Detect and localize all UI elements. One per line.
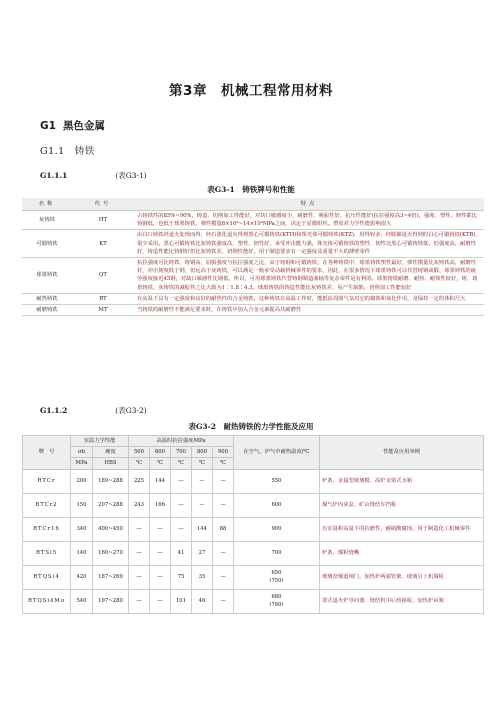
- section-number: G1: [40, 120, 56, 132]
- hardness-cell: 187~269: [93, 565, 129, 589]
- max-temp-value: 650: [271, 569, 282, 576]
- temp-800-cell: 27: [192, 541, 213, 565]
- table2-header-temp-unit: ℃: [213, 458, 234, 469]
- temp-800-cell: 144: [192, 517, 213, 541]
- temp-600-cell: 166: [150, 493, 171, 517]
- grade-cell: RTCr: [23, 469, 71, 493]
- block2-ref: (表G3-2): [115, 406, 147, 415]
- tensile-cell: 540: [71, 589, 93, 613]
- max-temp-cell: 600: [234, 493, 320, 517]
- table2-header-room: 室温力学性能: [71, 436, 129, 447]
- hardness-cell: 207~288: [93, 493, 129, 517]
- use-cell: 炉条、煤粉烧嘴: [320, 541, 484, 565]
- grade-cell: RTQSi4Mo: [23, 589, 71, 613]
- hardness-cell: 197~280: [93, 589, 129, 613]
- table2-header-temp-unit: ℃: [192, 458, 213, 469]
- table2: [22, 435, 484, 614]
- temp-500-cell: —: [129, 517, 150, 541]
- table-row: [23, 589, 484, 613]
- temp-900-cell: —: [213, 469, 234, 493]
- max-temp-alt: (750): [269, 578, 284, 585]
- tensile-cell: 340: [71, 517, 93, 541]
- table2-header-tensile-unit: MPa: [71, 458, 93, 469]
- chapter-title: 第3章 机械工程常用材料: [169, 83, 333, 99]
- max-temp-alt: (760): [269, 602, 284, 609]
- temp-700-cell: —: [171, 493, 192, 517]
- temp-700-cell: 41: [171, 541, 192, 565]
- block2-heading: [40, 405, 147, 416]
- temp-700-cell: —: [171, 469, 192, 493]
- table2-header-grade: 牌 号: [23, 436, 71, 470]
- use-cell: 玻璃窑烟道闸门、加热炉两端管架、玻璃引上机墙板: [320, 565, 484, 589]
- iron-code: MT: [72, 305, 134, 316]
- table2-caption: 表G3-2 耐热铸铁的力学性能及应用: [188, 422, 314, 431]
- temp-600-cell: —: [150, 565, 171, 589]
- temp-600-cell: —: [150, 517, 171, 541]
- subsection-heading: [40, 143, 95, 157]
- use-cell: 炉条、金属型玻璃模、高炉支梁式水箱: [320, 469, 484, 493]
- temp-500-cell: 243: [129, 493, 150, 517]
- table2-header-tensile: σb: [71, 447, 93, 458]
- table2-header-max-temp: 在空气、炉气中耐热温度/℃: [234, 436, 320, 470]
- table1-header-code: 代号: [72, 198, 134, 211]
- temp-800-cell: 46: [192, 589, 213, 613]
- use-cell: 罩式退火炉导向器、烧结机中后热箱板、加热炉吊架: [320, 589, 484, 613]
- temp-800-cell: —: [192, 469, 213, 493]
- table-row: [22, 230, 484, 258]
- table-row: [23, 541, 484, 565]
- subsection-number: G1.1: [40, 146, 65, 157]
- iron-code: QT: [72, 258, 134, 294]
- table1-caption: 表G3-1 铸铁牌号和性能: [207, 185, 295, 194]
- tensile-cell: 420: [71, 565, 93, 589]
- temp-900-cell: —: [213, 541, 234, 565]
- table-row: [23, 493, 484, 517]
- table1-header-features: 特点: [134, 198, 484, 211]
- iron-code: RT: [72, 293, 134, 304]
- grade-cell: RTSi5: [23, 541, 71, 565]
- max-temp-cell: [234, 589, 320, 613]
- iron-name: 灰铸铁: [22, 211, 72, 230]
- temp-600-cell: 144: [150, 469, 171, 493]
- block1-ref: (表G3-1): [115, 171, 147, 180]
- iron-code: KT: [72, 230, 134, 258]
- table1: [22, 198, 484, 316]
- temp-500-cell: —: [129, 541, 150, 565]
- block1-number: G1.1.1: [40, 171, 68, 180]
- iron-desc: 由白口铸铁经退火处理而得，经石墨化退火得到黑心可锻铸铁(KTH)和珠光体可锻铸铁(KTZ)，用得较多；经脱碳退火得到的白心可锻铸铁(KTB)，很少采用。黑心可锻铸铁比灰铸铁强度高，塑性、韧性好，承受冲击能力强，珠光体可锻铸铁的塑性、韧性比黑心可锻铸铁低，但强度高，耐磨性好，铸造性能比铸钢好但比灰铸铁差，切削性能好。用于制造要求有一定强度及重量不大的薄壁零件: [134, 230, 484, 258]
- table-row: [22, 305, 484, 316]
- table1-header-name: 名称: [22, 198, 72, 211]
- section-heading: [40, 118, 105, 133]
- table2-header-temp-unit: ℃: [150, 458, 171, 469]
- grade-cell: RTCr2: [23, 493, 71, 517]
- temp-500-cell: 225: [129, 469, 150, 493]
- table2-header-high: 高温时抗拉强度MPa: [129, 436, 234, 447]
- temp-700-cell: —: [171, 517, 192, 541]
- tensile-cell: 200: [71, 469, 93, 493]
- temp-700-cell: 101: [171, 589, 192, 613]
- table2-header-use: 性能及应用举例: [320, 436, 484, 470]
- temp-900-cell: —: [213, 493, 234, 517]
- iron-name: 球墨铸铁: [22, 258, 72, 294]
- table2-header-temp: 500: [129, 447, 150, 458]
- table2-header-temp: 600: [150, 447, 171, 458]
- block1-heading: [40, 170, 147, 181]
- table2-header-temp-unit: ℃: [171, 458, 192, 469]
- iron-desc: 抗拉强度可比铸铁、铸钢高，屈服强度与抗拉强度之比，高于铸钢和可锻铸铁，在各种铸铁中，球墨铸铁塑性最好，弹性模量比灰铸铁高，耐磨性好，冲击韧度低于钢，但远高于灰铸铁，可以满足一般承受动载机械零件的要求，因此，在很多情况下球墨铸铁可以代替铸钢或锻、球墨铸铁的疲劳强度接近45钢，对缺口敏感性比钢低，所以，可用球墨铸铁代替铸钢制造曲轴等复杂零件是有利的。球墨铸铁耐磨、耐热、耐蚀性较好，铸、球墨铸铁、灰铸铁的减振性之比大致为1∶1.8∶4.3。球墨铸铁的铸造性能比灰铸铁差，易产生缺陷，切削加工性能较好: [134, 258, 484, 294]
- grade-cell: RTQSi4: [23, 565, 71, 589]
- table-row: [22, 211, 484, 230]
- table2-header-temp: 800: [192, 447, 213, 458]
- hardness-cell: 189~288: [93, 469, 129, 493]
- temp-500-cell: —: [129, 565, 150, 589]
- max-temp-cell: [234, 565, 320, 589]
- block2-number: G1.1.2: [40, 406, 68, 415]
- temp-600-cell: —: [150, 541, 171, 565]
- iron-code: HT: [72, 211, 134, 230]
- table-row: [23, 517, 484, 541]
- temp-600-cell: —: [150, 589, 171, 613]
- subsection-title: 铸铁: [74, 146, 95, 157]
- tensile-cell: 140: [71, 541, 93, 565]
- max-temp-cell: 550: [234, 469, 320, 493]
- table-row: [22, 293, 484, 304]
- temp-900-cell: —: [213, 565, 234, 589]
- use-cell: 煤气炉内灰盆、矿山烧结车挡板: [320, 493, 484, 517]
- iron-name: 耐热铸铁: [22, 293, 72, 304]
- use-cell: 有室温和高温下的抗磨性，耐硝酸腐蚀，用于制造化工机械零件: [320, 517, 484, 541]
- iron-name: 耐磨铸铁: [22, 305, 72, 316]
- iron-desc: 在高温下具有一定强度和良好的耐热性的合金铸铁，这种铸铁在高温工作时，能抵抗周围气氛对它的腐蚀和氧化作用，及保持一定的体积尺大: [134, 293, 484, 304]
- max-temp-cell: 900: [234, 517, 320, 541]
- temp-900-cell: 88: [213, 517, 234, 541]
- table1-header-row: [22, 198, 484, 211]
- table2-header-temp-unit: ℃: [129, 458, 150, 469]
- table2-header-row: [23, 436, 484, 447]
- table2-header-hardness: 硬度: [93, 447, 129, 458]
- iron-name: 可锻铸铁: [22, 230, 72, 258]
- hardness-cell: 400~450: [93, 517, 129, 541]
- max-temp-cell: 700: [234, 541, 320, 565]
- temp-500-cell: —: [129, 589, 150, 613]
- table-row: [22, 258, 484, 294]
- temp-900-cell: —: [213, 589, 234, 613]
- temp-700-cell: 75: [171, 565, 192, 589]
- table2-header-temp: 700: [171, 447, 192, 458]
- iron-desc: 当铸铁的耐磨性不能满足要求时，在铸铁中加入合金元素提高其耐磨性: [134, 305, 484, 316]
- iron-desc: 占铸铁件的85%~90%，铸造、切削加工性能好，对切口敏感度小，耐磨性、吸振性好，抗压性能好(抗拉强度高3~4倍)，强度、塑性、韧性都比铸钢低，也低于球墨铸铁，弹性模量8×10⁴~14×10⁴MPa之间，决定于显微组织。塑厚对力学性能影响很大: [134, 211, 484, 230]
- hardness-cell: 160~270: [93, 541, 129, 565]
- tensile-cell: 150: [71, 493, 93, 517]
- temp-800-cell: —: [192, 493, 213, 517]
- temp-800-cell: 35: [192, 565, 213, 589]
- grade-cell: RTCr16: [23, 517, 71, 541]
- table2-header-temp: 900: [213, 447, 234, 458]
- section-title: 黑色金属: [62, 120, 105, 132]
- max-temp-value: 680: [271, 593, 282, 600]
- table-row: [23, 565, 484, 589]
- table-row: [23, 469, 484, 493]
- table2-header-hardness-unit: HBS: [93, 458, 129, 469]
